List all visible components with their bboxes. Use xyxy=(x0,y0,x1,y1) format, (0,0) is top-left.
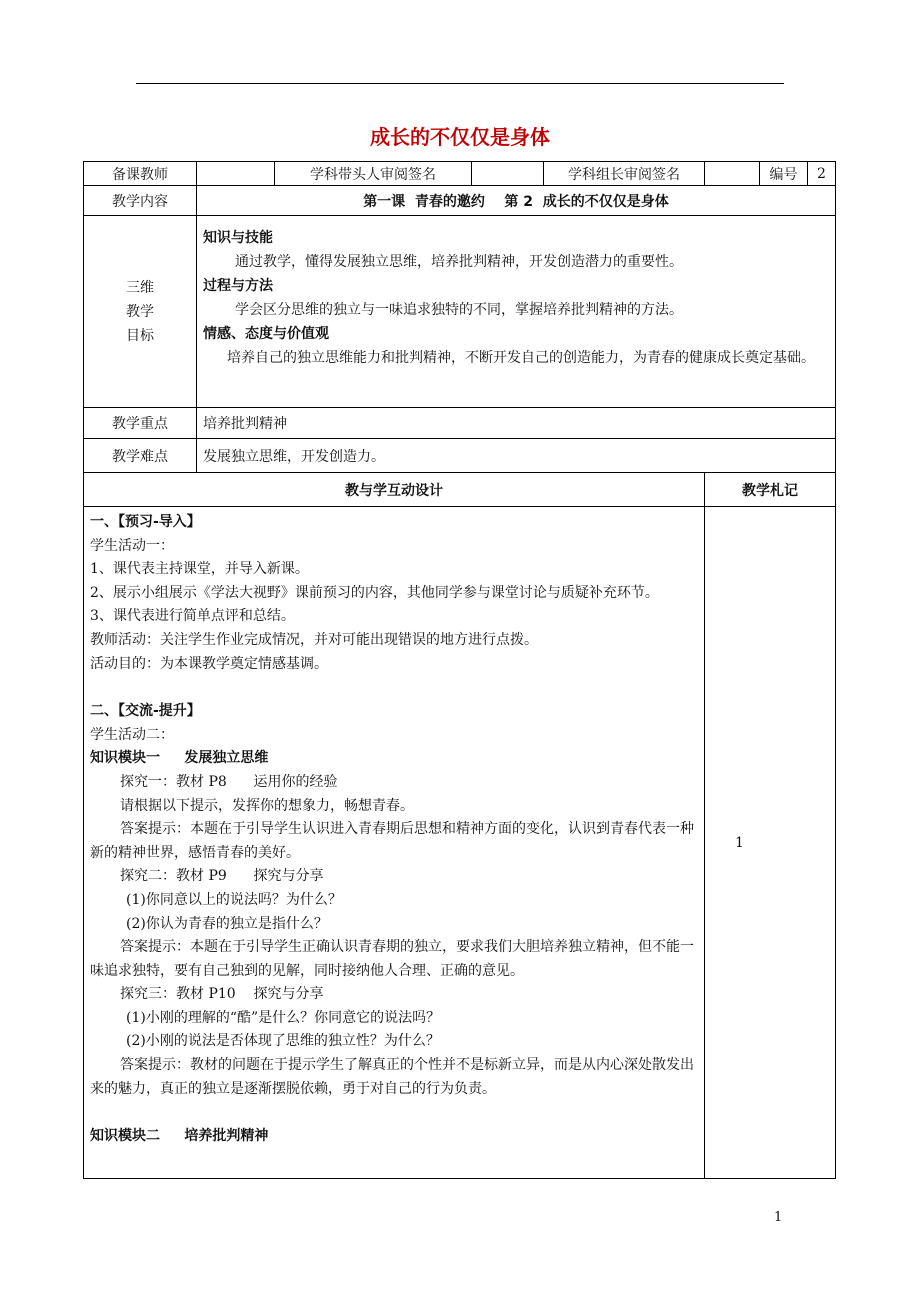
lesson-plan-table xyxy=(83,161,836,1179)
goal-heading: 知识与技能 xyxy=(203,230,273,246)
goal-text: 学会区分思维的独立与一味追求独特的不同，掌握培养批判精神的方法。 xyxy=(235,302,683,318)
teacher-label: 备课教师 xyxy=(84,162,197,186)
content-value: 第一课 青春的邀约 第 2 成长的不仅仅是身体 xyxy=(197,186,836,216)
key-point-value: 培养批判精神 xyxy=(197,408,836,439)
goal-heading: 过程与方法 xyxy=(203,278,273,294)
notes-header: 教学札记 xyxy=(705,473,836,507)
code-label: 编号 xyxy=(760,162,808,186)
design-content xyxy=(84,507,705,1179)
design-line: 探究二：教材 P9 探究与分享 xyxy=(120,868,324,885)
goals-label xyxy=(84,216,197,408)
goals-content xyxy=(197,216,836,408)
goal-text: 培养自己的独立思维能力和批判精神，不断开发自己的创造能力，为青春的健康成长奠定基础。 xyxy=(227,350,815,366)
design-line: 学生活动一： xyxy=(90,537,174,554)
page-number: 1 xyxy=(774,1210,783,1225)
difficulty-label: 教学难点 xyxy=(84,439,197,473)
design-line: 答案提示：本题在于引导学生认识进入青春期后思想和精神方面的变化，认识到青春代表一种新的精神世界，感悟青春的美好。 xyxy=(90,821,694,861)
design-line: (2)小刚的说法是否体现了思维的独立性？为什么？ xyxy=(126,1033,440,1050)
key-point-label: 教学重点 xyxy=(84,408,197,439)
spacer xyxy=(90,1101,698,1125)
content-label: 教学内容 xyxy=(84,186,197,216)
design-line: 1、课代表主持课堂，并导入新课。 xyxy=(90,561,309,578)
group-signature-value xyxy=(705,162,760,186)
goal-heading: 情感、态度与价值观 xyxy=(203,326,329,342)
design-line: (1)小刚的理解的“酷”是什么？你同意它的说法吗？ xyxy=(126,1009,441,1026)
design-line: 教师活动：关注学生作业完成情况，并对可能出现错误的地方进行点拨。 xyxy=(90,631,538,648)
goals-label-line: 目标 xyxy=(126,327,154,344)
design-line: 3、课代表进行简单点评和总结。 xyxy=(90,608,295,625)
design-line: 答案提示：本题在于引导学生正确认识青春期的独立，要求我们大胆培养独立精神，但不能一味追求独特，要有自己独到的见解，同时接纳他人合理、正确的意见。 xyxy=(90,939,694,979)
notes-cell xyxy=(705,507,836,1179)
goals-label-line: 教学 xyxy=(126,303,154,320)
design-line: 探究一：教材 P8 运用你的经验 xyxy=(120,773,338,790)
design-line: 活动目的：为本课教学奠定情感基调。 xyxy=(90,655,328,672)
goals-label-line: 三维 xyxy=(126,279,154,296)
spacer xyxy=(90,676,698,700)
group-signature-label: 学科组长审阅签名 xyxy=(544,162,705,186)
design-line: 2、展示小组展示《学法大视野》课前预习的内容，其他同学参与课堂讨论与质疑补充环节。 xyxy=(90,584,659,601)
design-line: 请根据以下提示，发挥你的想象力，畅想青春。 xyxy=(120,797,414,814)
design-line: (2)你认为青春的独立是指什么？ xyxy=(126,915,328,932)
code-value: 2 xyxy=(808,162,836,186)
difficulty-value: 发展独立思维，开发创造力。 xyxy=(197,439,836,473)
design-line: 学生活动二： xyxy=(90,726,174,743)
design-header: 教与学互动设计 xyxy=(84,473,705,507)
lead-signature-label: 学科带头人审阅签名 xyxy=(275,162,472,186)
design-line: (1)你同意以上的说法吗？为什么？ xyxy=(126,891,342,908)
teacher-value xyxy=(197,162,275,186)
module-heading: 知识模块一 发展独立思维 xyxy=(90,750,269,767)
lead-signature-value xyxy=(472,162,544,186)
design-line: 答案提示：教材的问题在于提示学生了解真正的个性并不是标新立异，而是从内心深处散发出来的魅力，真正的独立是逐渐摆脱依赖，勇于对自己的行为负责。 xyxy=(90,1057,694,1097)
module-heading: 知识模块二 培养批判精神 xyxy=(90,1128,269,1145)
section-heading: 一、【预习-导入】 xyxy=(90,514,201,530)
notes-number: 1 xyxy=(735,834,744,851)
header-rule xyxy=(136,83,784,84)
design-line: 探究三：教材 P10 探究与分享 xyxy=(120,986,324,1003)
goal-text: 通过教学，懂得发展独立思维，培养批判精神，开发创造潜力的重要性。 xyxy=(235,254,683,270)
document-title: 成长的不仅仅是身体 xyxy=(370,125,550,149)
section-heading: 二、【交流-提升】 xyxy=(90,703,201,720)
